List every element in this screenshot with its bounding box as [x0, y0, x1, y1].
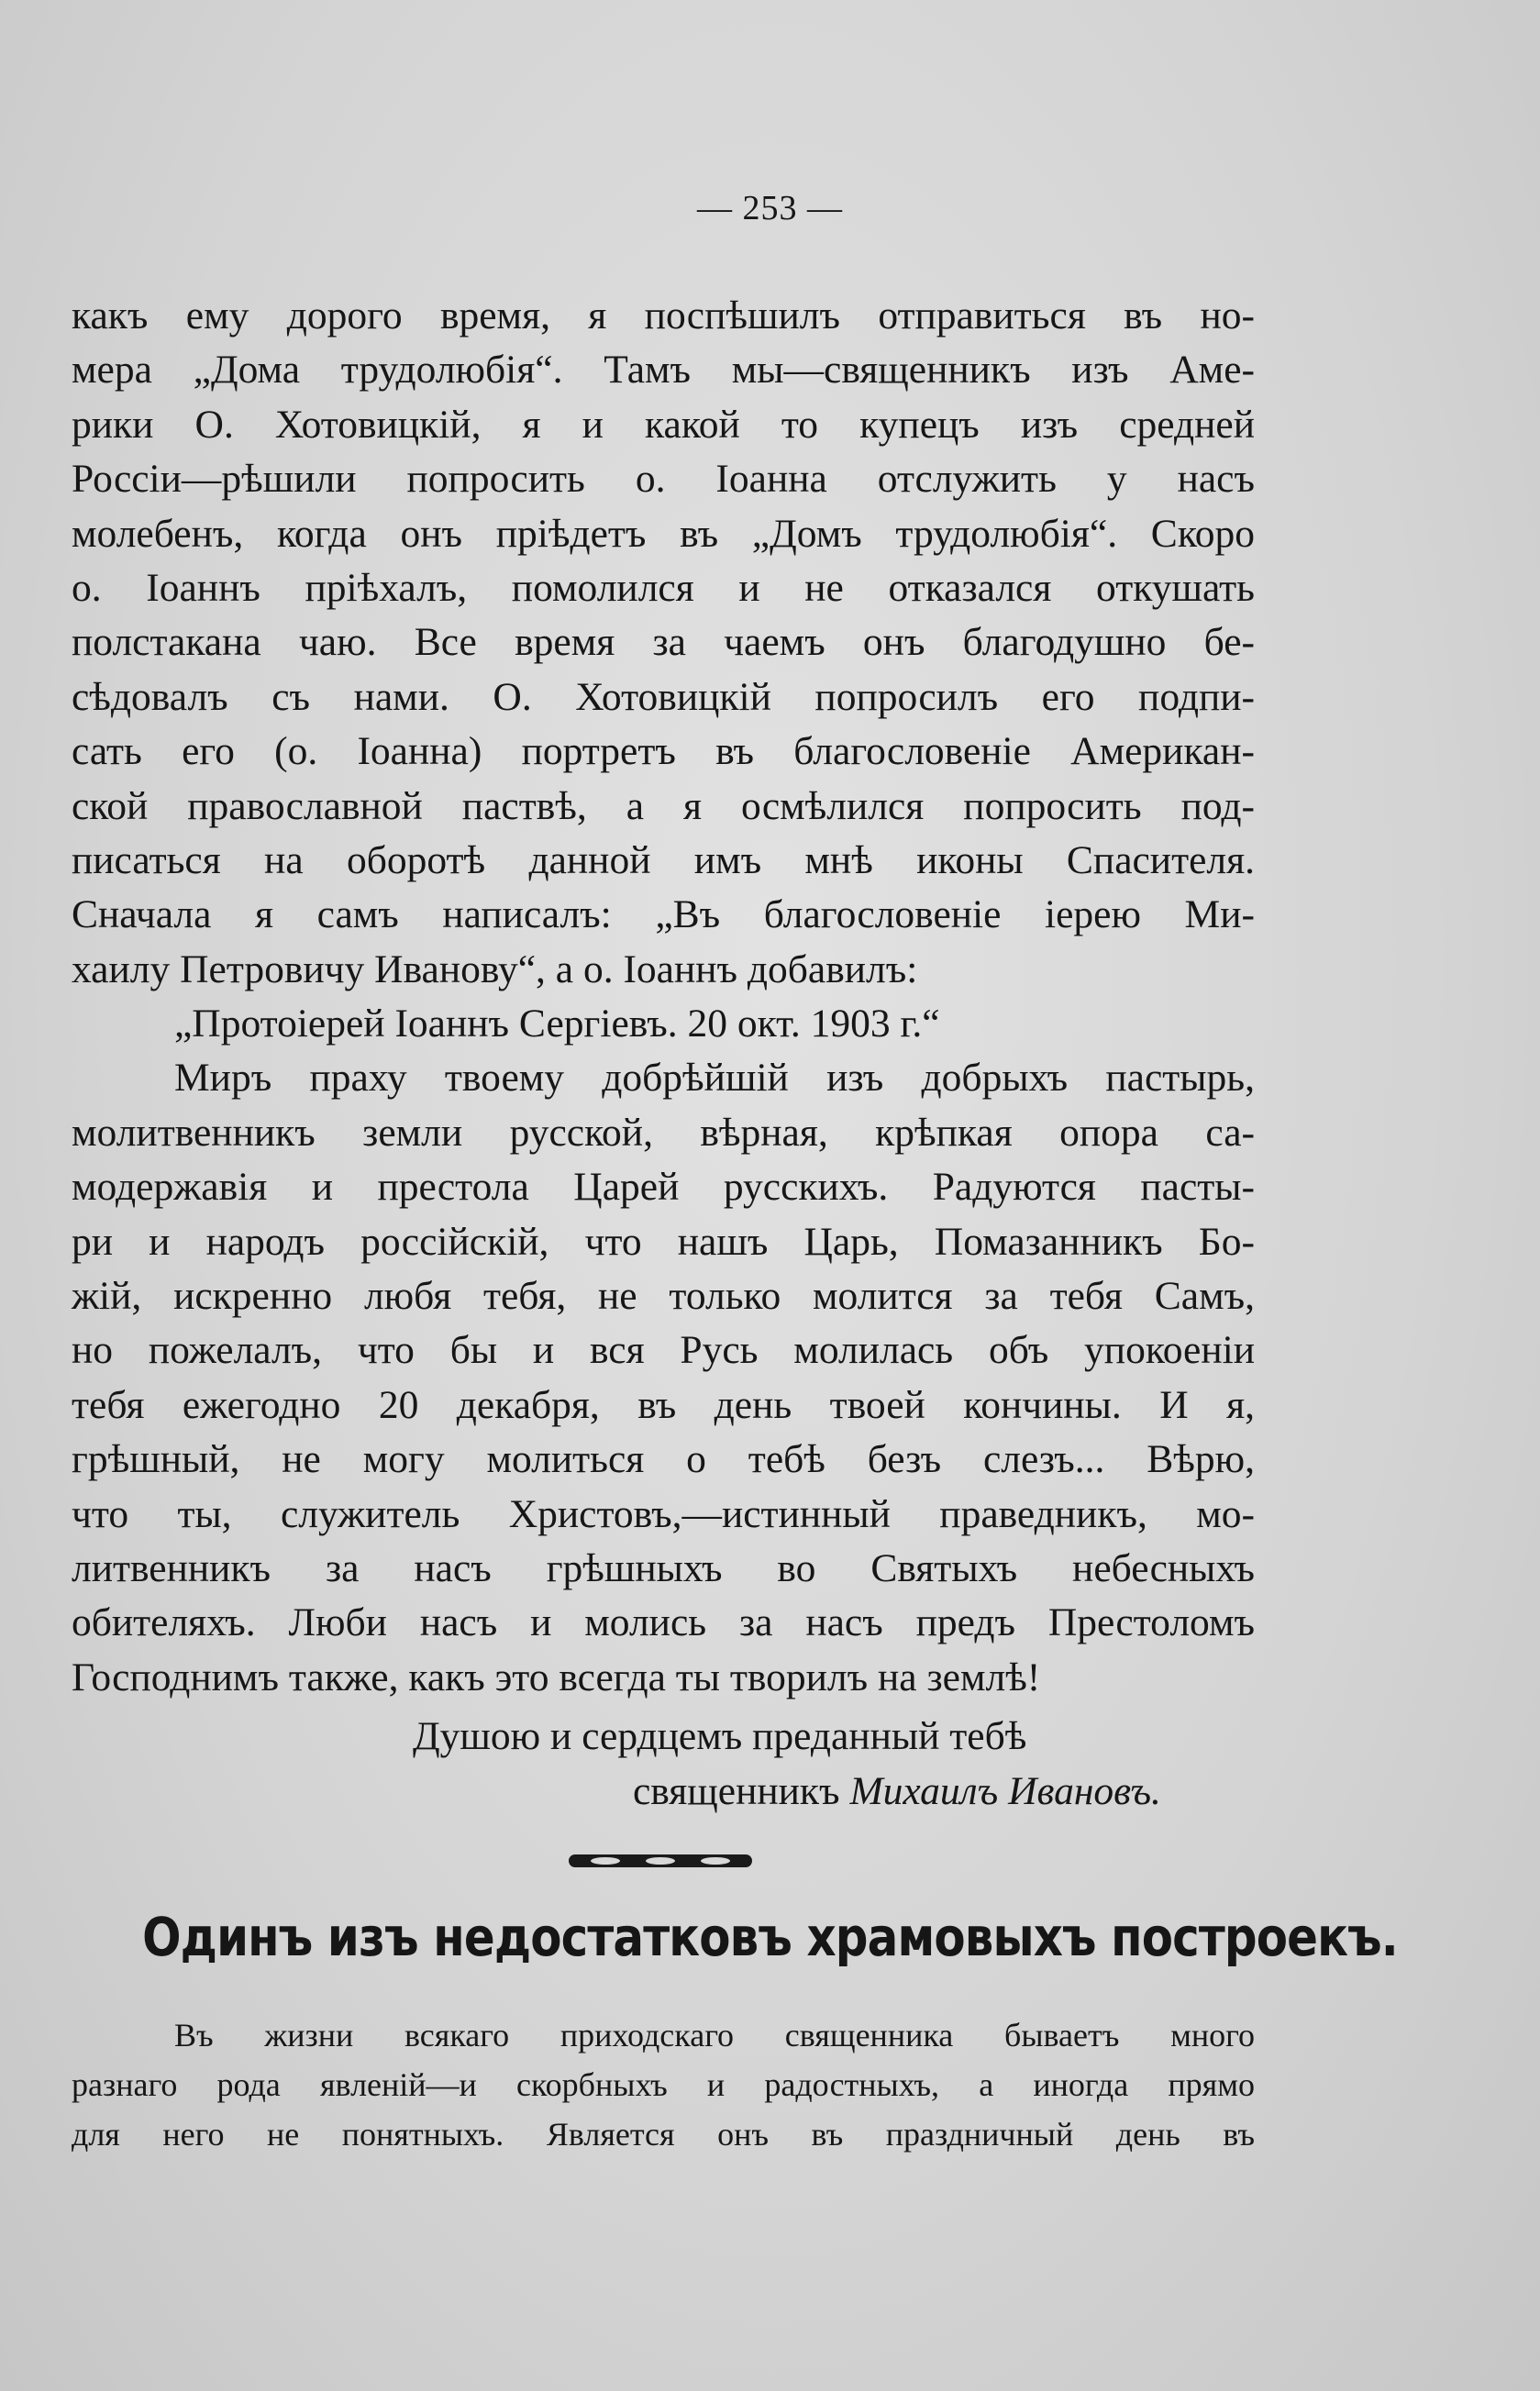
text-line: полстакана чаю. Все время за чаемъ онъ благодушно бе-: [72, 620, 1255, 665]
page-number: — 253 —: [697, 189, 843, 227]
ornament-divider: [569, 1849, 752, 1873]
body-text: [72, 289, 1255, 1705]
text-line: но пожелалъ, что бы и вся Русь молилась объ упокоеніи: [72, 1328, 1255, 1373]
text-line: молитвенникъ земли русской, вѣрная, крѣпкая опора са-: [72, 1110, 1255, 1155]
text-line: молебенъ, когда онъ пріѣдетъ въ „Домъ трудолюбія“. Скоро: [72, 511, 1255, 556]
text-line: грѣшный, не могу молиться о тебѣ безъ слезъ... Вѣрю,: [72, 1437, 1255, 1482]
text-line: обителяхъ. Люби насъ и молись за насъ предъ Престоломъ: [72, 1600, 1255, 1645]
text-line: жій, искренно любя тебя, не только молится за тебя Самъ,: [72, 1274, 1255, 1319]
text-line: ри и народъ россійскій, что нашъ Царь, Помазанникъ Бо-: [72, 1219, 1255, 1264]
text-line: Въ жизни всякаго приходскаго священника бываетъ много: [174, 2017, 1255, 2053]
quoted-inscription: „Протоіерей Іоаннъ Сергіевъ. 20 окт. 1903 г.“: [174, 1002, 940, 1046]
text-line: хаилу Петровичу Иванову“, а о. Іоаннъ добавилъ:: [72, 946, 918, 991]
text-line: Миръ праху твоему добрѣйшій изъ добрыхъ пастырь,: [174, 1056, 1255, 1101]
signature-author: [633, 1768, 1161, 1814]
text-line: что ты, служитель Христовъ,—истинный праведникъ, мо-: [72, 1491, 1255, 1536]
text-line: модержавія и престола Царей русскихъ. Радуются пасты-: [72, 1165, 1255, 1210]
text-line: тебя ежегодно 20 декабря, въ день твоей кончины. И я,: [72, 1382, 1255, 1427]
signature-prefix: священникъ: [633, 1769, 840, 1813]
signature-closing: Душою и сердцемъ преданный тебѣ: [413, 1714, 1027, 1758]
text-line: Сначала я самъ написалъ: „Въ благословеніе іерею Ми-: [72, 892, 1255, 937]
text-line: писаться на оборотѣ данной имъ мнѣ иконы Спасителя.: [72, 837, 1255, 882]
text-line: рики О. Хотовицкій, я и какой то купецъ изъ средней: [72, 402, 1255, 447]
text-line: о. Іоаннъ пріѣхалъ, помолился и не отказался откушать: [72, 565, 1255, 610]
text-line: Россіи—рѣшили попросить о. Іоанна отслужить у насъ: [72, 457, 1255, 502]
signature-name: Михаилъ Ивановъ.: [849, 1769, 1161, 1813]
text-line: мера „Дома трудолюбія“. Тамъ мы—священникъ изъ Аме-: [72, 348, 1255, 393]
text-line: Господнимъ также, какъ это всегда ты творилъ на землѣ!: [72, 1655, 1041, 1699]
text-line: ской православной паствѣ, а я осмѣлился попросить под-: [72, 783, 1255, 828]
text-line: для него не понятныхъ. Является онъ въ праздничный день въ: [72, 2116, 1255, 2153]
text-line: какъ ему дорого время, я поспѣшилъ отправиться въ но-: [72, 293, 1255, 338]
text-line: сѣдовалъ съ нами. О. Хотовицкій попросилъ его подпи-: [72, 674, 1255, 719]
section-paragraph: [72, 2010, 1255, 2159]
text-line: литвенникъ за насъ грѣшныхъ во Святыхъ небесныхъ: [72, 1545, 1255, 1590]
section-heading: Одинъ изъ недостатковъ храмовыхъ построекъ.: [142, 1906, 1398, 1968]
text-line: разнаго рода явленій—и скорбныхъ и радостныхъ, а иногда прямо: [72, 2066, 1255, 2103]
text-line: сать его (о. Іоанна) портретъ въ благословеніе Американ-: [72, 729, 1255, 774]
